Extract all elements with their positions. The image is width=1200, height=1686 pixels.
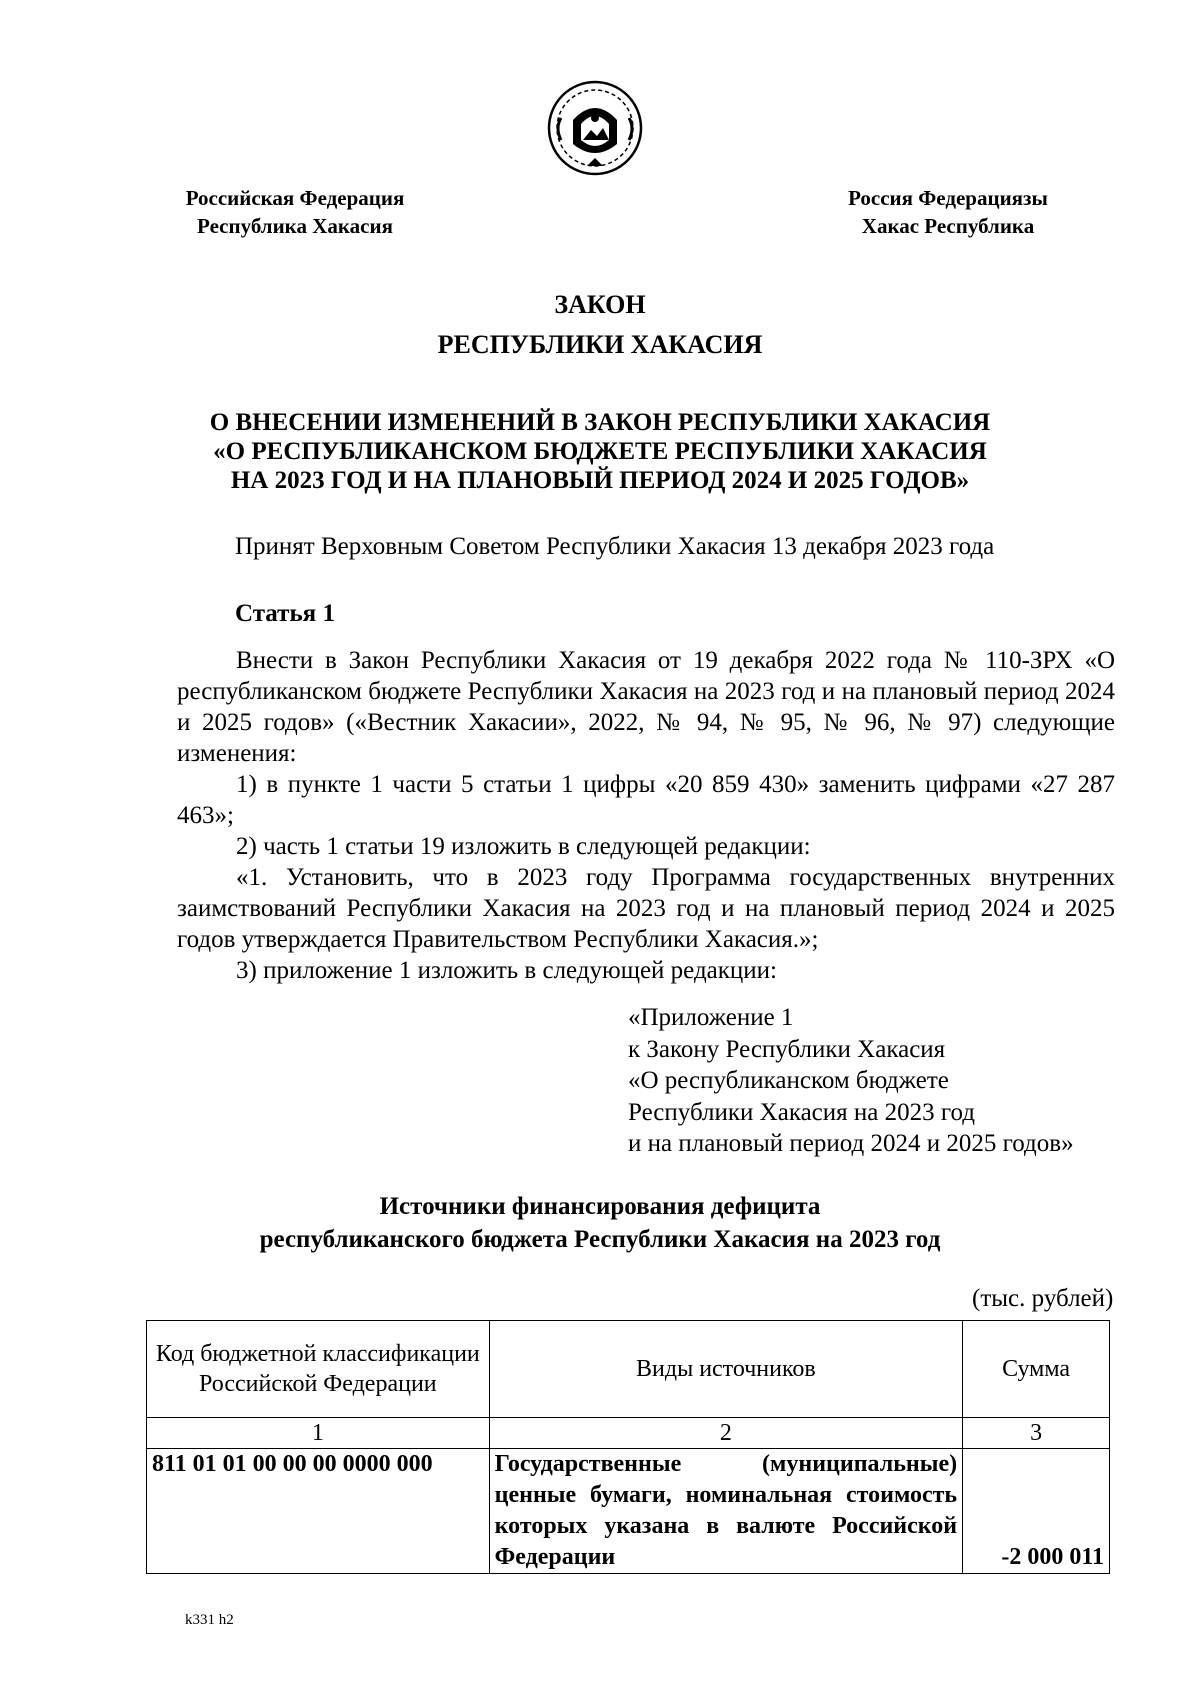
article-intro: Внести в Закон Республики Хакасия от 19 декабря 2022 года № 110-ЗРХ «О республиканском бюджете Республики Хакасия на 2023 год и на плановый период 2024 и 2025 годов» («Вестник Хакасии», 2022, № 94, № 95, № 96, № 97) следующие изменения: (177, 647, 1115, 767)
table-number-row (147, 1418, 1110, 1449)
adoption-note: Принят Верховным Советом Республики Хакасия 13 декабря 2023 года (235, 533, 995, 560)
header-code: Код бюджетной классификации Российской Федерации (147, 1321, 490, 1418)
table-row (147, 1449, 1110, 1574)
article-item-1: 1) в пункте 1 части 5 статьи 1 цифры «20 859 430» заменить цифрами «27 287 463»; (177, 771, 1115, 829)
header-left-line1: Российская Федерация (185, 186, 405, 210)
appendix-line2: к Закону Республики Хакасия (628, 1035, 946, 1063)
article-heading: Статья 1 (235, 600, 335, 627)
column-number-1: 1 (147, 1418, 490, 1449)
units-label: (тыс. рублей) (972, 1285, 1114, 1312)
sources-table (146, 1320, 1110, 1574)
appendix-line1: «Приложение 1 (628, 1004, 794, 1031)
column-number-3: 3 (963, 1418, 1110, 1449)
appendix-line4: Республики Хакасия на 2023 год (628, 1098, 976, 1126)
article-item-3: 3) приложение 1 изложить в следующей редакции: (236, 957, 777, 984)
header-right-line1: Россия Федерациязы (848, 186, 1048, 210)
law-title-line3: НА 2023 ГОД И НА ПЛАНОВЫЙ ПЕРИОД 2024 И 2025 ГОДОВ» (230, 467, 970, 494)
appendix-line5: и на плановый период 2024 и 2025 годов» (628, 1130, 1074, 1157)
law-title-line2: «О РЕСПУБЛИКАНСКОМ БЮДЖЕТЕ РЕСПУБЛИКИ ХАКАСИЯ (213, 438, 987, 465)
coat-of-arms-icon (543, 78, 647, 178)
sources-title-line1: Источники финансирования дефицита (379, 1193, 821, 1220)
footer-code: k331 h2 (185, 1612, 234, 1628)
law-heading: ЗАКОН (554, 290, 646, 319)
row-code: 811 01 01 00 00 00 0000 000 (147, 1449, 490, 1574)
article-item-2-text: «1. Установить, что в 2023 году Программа государственных внутренних заимствований Республики Хакасия на 2023 год и на плановый период 2024 и 2025 годов утверждается Правительством Республики Хакасия.»; (177, 864, 1115, 953)
header-right-line2: Хакас Республика (861, 214, 1035, 238)
column-number-2: 2 (489, 1418, 962, 1449)
row-sum: -2 000 011 (963, 1449, 1110, 1574)
header-kind: Виды источников (489, 1321, 962, 1418)
sources-title-line2: республиканского бюджета Республики Хакасия на 2023 год (259, 1226, 941, 1253)
header-right (828, 184, 1068, 240)
law-subheading: РЕСПУБЛИКИ ХАКАСИЯ (437, 330, 763, 359)
row-kind: Государственные (муниципальные) ценные бумаги, номинальная стоимость которых указана в валюте Российской Федерации (489, 1449, 962, 1574)
header-left (165, 184, 425, 240)
article-body (177, 645, 1115, 986)
table-header-row (147, 1321, 1110, 1418)
appendix-caption (628, 1002, 1074, 1160)
law-title-line1: О ВНЕСЕНИИ ИЗМЕНЕНИЙ В ЗАКОН РЕСПУБЛИКИ ХАКАСИЯ (209, 409, 991, 436)
sources-title (0, 1190, 1200, 1256)
header-left-line2: Республика Хакасия (197, 214, 393, 238)
article-item-2: 2) часть 1 статьи 19 изложить в следующей редакции: (236, 833, 811, 860)
header-sum: Сумма (963, 1321, 1110, 1418)
law-title (0, 408, 1200, 495)
appendix-line3: «О республиканском бюджете (628, 1067, 949, 1094)
